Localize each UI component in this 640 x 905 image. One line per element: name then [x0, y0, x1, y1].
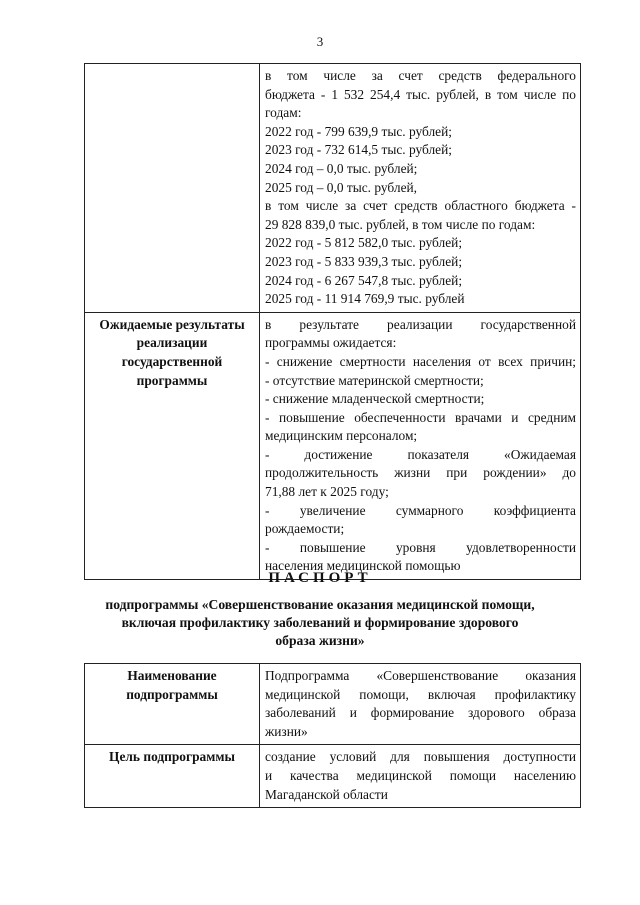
row-label-subprogram-name — [85, 664, 260, 745]
subprogram-passport-table — [84, 663, 581, 808]
page-number: 3 — [316, 34, 324, 49]
label-line: включая профилактику заболеваний и формирование здорового — [121, 615, 519, 630]
text-line: 2022 год - 799 639,9 тыс. рублей; — [265, 123, 452, 139]
text-line: - увеличение суммарного коэффициента — [265, 502, 576, 518]
table-row-expected-results — [85, 312, 581, 579]
text-line: рождаемости; — [265, 521, 345, 537]
label-line: программы — [136, 372, 208, 388]
label-line: Наименование — [127, 668, 217, 683]
text-line: 2025 год - 11 914 769,9 тыс. рублей — [265, 291, 465, 307]
subprogram-name-details — [260, 664, 581, 745]
table-row-funding — [85, 64, 581, 313]
row-label-empty — [85, 64, 260, 313]
text-line: создание условий для повышения доступности — [265, 749, 576, 765]
text-line: - повышение уровня удовлетворенности — [265, 539, 576, 555]
text-line: медицинской помощи, включая профилактику — [265, 686, 576, 702]
table-row-subprogram-name — [85, 664, 581, 745]
text-line: в результате реализации государственной — [265, 316, 576, 332]
row-label-expected-results — [85, 312, 260, 579]
text-line: медицинским персоналом; — [265, 428, 418, 444]
label-line: образа жизни» — [275, 633, 365, 648]
text-line: 2024 год - 6 267 547,8 тыс. рублей; — [265, 272, 463, 288]
text-line: - снижение младенческой смертности; — [265, 391, 485, 407]
text-line: 71,88 лет к 2025 году; — [265, 484, 389, 500]
text-line: заболеваний и формирование здорового образа — [265, 705, 576, 721]
passport-title: ПАСПОРТ — [268, 570, 372, 586]
text-line: 2022 год - 5 812 582,0 тыс. рублей; — [265, 235, 463, 251]
text-line: 2024 год – 0,0 тыс. рублей; — [265, 160, 418, 176]
program-passport-table-continued — [84, 63, 581, 580]
text-line: населения медицинской помощью — [265, 558, 461, 574]
text-line: - отсутствие материнской смертности; — [265, 372, 484, 388]
expected-results-details — [260, 312, 581, 579]
text-line: - снижение смертности населения от всех причин; — [265, 353, 576, 369]
text-line: бюджета - 1 532 254,4 тыс. рублей, в том числе по — [265, 86, 576, 102]
text-line: в том числе за счет средств областного бюджета - — [265, 198, 576, 214]
label-line: государственной — [121, 353, 223, 369]
text-line: 2023 год - 5 833 939,3 тыс. рублей; — [265, 253, 463, 269]
text-line: - достижение показателя «Ожидаемая — [265, 446, 576, 462]
text-line: продолжительность жизни при рождении» до — [265, 465, 576, 481]
text-line: Магаданской области — [265, 786, 388, 802]
table-row-subprogram-goal — [85, 745, 581, 808]
row-label-subprogram-goal — [85, 745, 260, 808]
text-line: и качества медицинской помощи населению — [265, 767, 576, 783]
subprogram-goal-details — [260, 745, 581, 808]
text-line: - повышение обеспеченности врачами и средним — [265, 409, 576, 425]
text-line: в том числе за счет средств федерального — [265, 68, 576, 83]
label-line: Ожидаемые результаты — [99, 316, 245, 332]
label-line: реализации — [136, 335, 208, 351]
text-line: годам: — [265, 105, 302, 121]
text-line: программы ожидается: — [265, 335, 397, 351]
passport-subtitle — [80, 596, 560, 650]
label-line: подпрограммы — [126, 686, 218, 702]
text-line: 29 828 839,0 тыс. рублей, в том числе по годам: — [265, 216, 536, 232]
text-line: 2023 год - 732 614,5 тыс. рублей; — [265, 142, 452, 158]
text-line: жизни» — [265, 723, 308, 739]
text-line: Подпрограмма «Совершенствование оказания — [265, 668, 576, 683]
label-line: Цель подпрограммы — [109, 749, 235, 765]
label-line: подпрограммы «Совершенствование оказания медицинской помощи, — [105, 597, 535, 612]
funding-details — [260, 64, 581, 313]
text-line: 2025 год – 0,0 тыс. рублей, — [265, 179, 418, 195]
